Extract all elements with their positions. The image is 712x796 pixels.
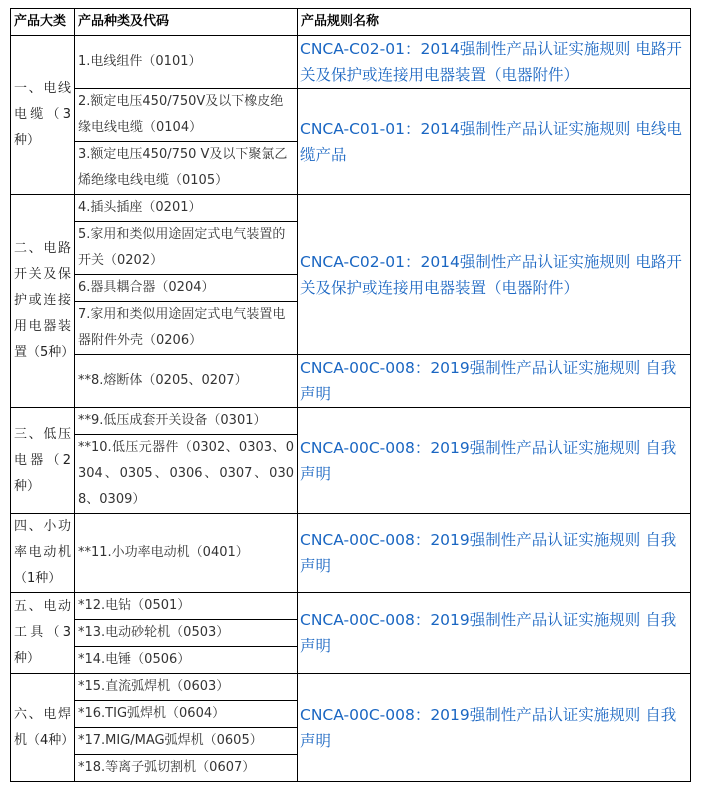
category-cell: 五、电动工具（3种） bbox=[11, 593, 75, 674]
product-item: 6.器具耦合器（0204） bbox=[75, 275, 298, 302]
product-item: **8.熔断体（0205、0207） bbox=[75, 355, 298, 408]
table-row bbox=[11, 674, 691, 701]
product-item: 1.电线组件（0101） bbox=[75, 36, 298, 89]
product-item: *12.电钻（0501） bbox=[75, 593, 298, 620]
rule-link[interactable]: CNCA-00C-008：2019强制性产品认证实施规则 自我声明 bbox=[298, 514, 691, 593]
product-item: 2.额定电压450/750V及以下橡皮绝缘电线电缆（0104） bbox=[75, 89, 298, 142]
product-item: 7.家用和类似用途固定式电气装置电器附件外壳（0206） bbox=[75, 302, 298, 355]
rule-link[interactable]: CNCA-C01-01：2014强制性产品认证实施规则 电线电缆产品 bbox=[298, 89, 691, 195]
rule-link[interactable]: CNCA-00C-008：2019强制性产品认证实施规则 自我声明 bbox=[298, 408, 691, 514]
rule-link[interactable]: CNCA-C02-01：2014强制性产品认证实施规则 电路开关及保护或连接用电器装置（电器附件） bbox=[298, 195, 691, 355]
table-header-row bbox=[11, 9, 691, 36]
product-item: *14.电锤（0506） bbox=[75, 647, 298, 674]
table-row bbox=[11, 408, 691, 435]
rule-link[interactable]: CNCA-C02-01：2014强制性产品认证实施规则 电路开关及保护或连接用电器装置（电器附件） bbox=[298, 36, 691, 89]
product-item: 5.家用和类似用途固定式电气装置的开关（0202） bbox=[75, 222, 298, 275]
ccc-product-table bbox=[10, 8, 691, 782]
product-item: **10.低压元器件（0302、0303、0304、0305、0306、0307、0308、0309） bbox=[75, 435, 298, 514]
table-row bbox=[11, 355, 691, 408]
table-row bbox=[11, 593, 691, 620]
header-product-type: 产品种类及代码 bbox=[75, 9, 298, 36]
product-item: 4.插头插座（0201） bbox=[75, 195, 298, 222]
product-item: *15.直流弧焊机（0603） bbox=[75, 674, 298, 701]
product-item: *13.电动砂轮机（0503） bbox=[75, 620, 298, 647]
rule-link[interactable]: CNCA-00C-008：2019强制性产品认证实施规则 自我声明 bbox=[298, 674, 691, 782]
table-row bbox=[11, 36, 691, 89]
product-item: **9.低压成套开关设备（0301） bbox=[75, 408, 298, 435]
cert-table-container bbox=[10, 8, 690, 782]
product-item: *16.TIG弧焊机（0604） bbox=[75, 701, 298, 728]
product-item: *18.等离子弧切割机（0607） bbox=[75, 755, 298, 782]
category-cell: 四、小功率电动机（1种） bbox=[11, 514, 75, 593]
product-item: *17.MIG/MAG弧焊机（0605） bbox=[75, 728, 298, 755]
rule-link[interactable]: CNCA-00C-008：2019强制性产品认证实施规则 自我声明 bbox=[298, 593, 691, 674]
product-item: 3.额定电压450/750 V及以下聚氯乙烯绝缘电线电缆（0105） bbox=[75, 142, 298, 195]
header-category: 产品大类 bbox=[11, 9, 75, 36]
table-row bbox=[11, 89, 691, 142]
category-cell: 一、电线电缆（3种） bbox=[11, 36, 75, 195]
category-cell: 三、低压电器（2种） bbox=[11, 408, 75, 514]
table-row bbox=[11, 195, 691, 222]
category-cell: 二、电路开关及保护或连接用电器装置（5种） bbox=[11, 195, 75, 408]
rule-link[interactable]: CNCA-00C-008：2019强制性产品认证实施规则 自我声明 bbox=[298, 355, 691, 408]
product-item: **11.小功率电动机（0401） bbox=[75, 514, 298, 593]
category-cell: 六、电焊机（4种） bbox=[11, 674, 75, 782]
table-row bbox=[11, 514, 691, 593]
header-rule-name: 产品规则名称 bbox=[298, 9, 691, 36]
